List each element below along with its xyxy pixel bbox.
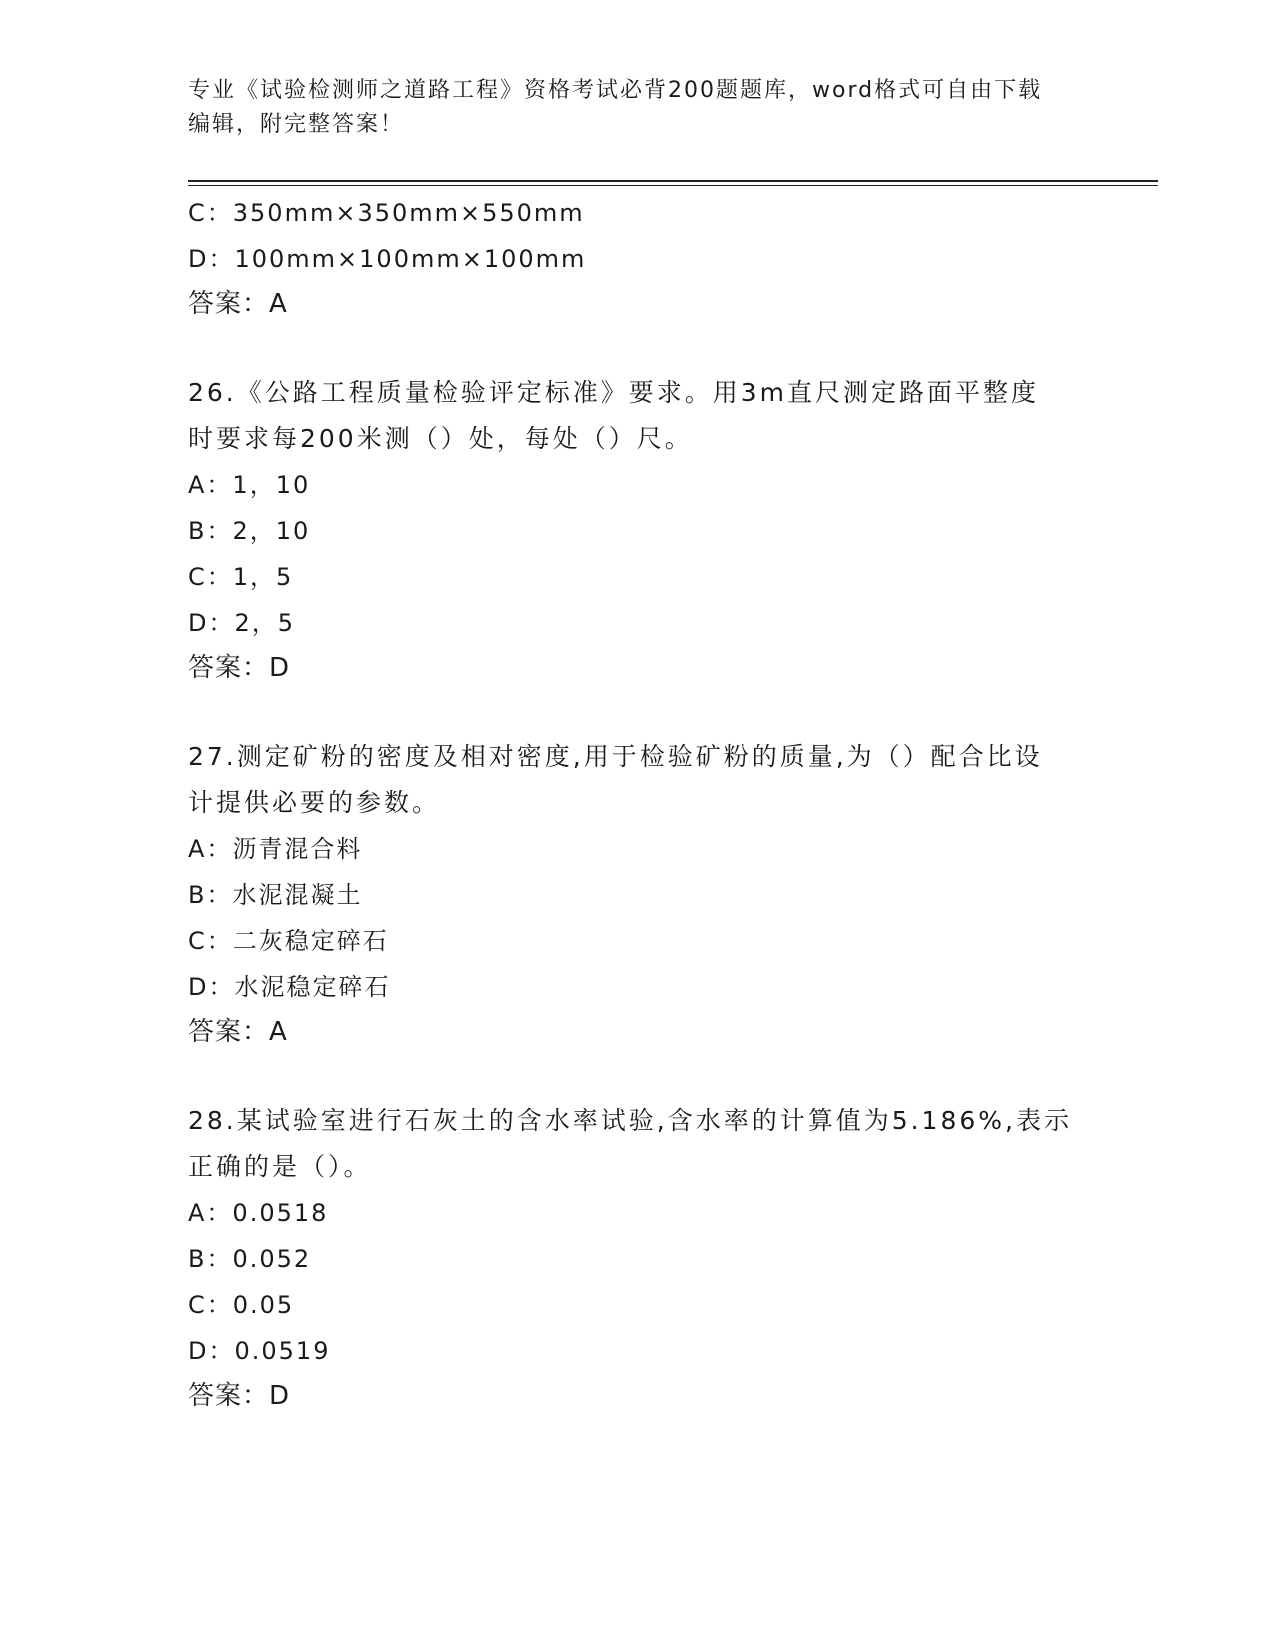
- header-rule-thin: [188, 185, 1158, 186]
- option-c: C：0.05: [188, 1291, 295, 1319]
- option-c: C：二灰稳定碎石: [188, 927, 389, 955]
- option-d: D：0.0519: [188, 1337, 331, 1365]
- option-a: A：沥青混合料: [188, 835, 363, 863]
- option-d: D：100mm×100mm×100mm: [188, 245, 587, 273]
- option-a: A：1，10: [188, 471, 311, 499]
- question-stem: 26.《公路工程质量检验评定标准》要求。用3m直尺测定路面平整度 时要求每200米测（）处，每处（）尺。: [188, 378, 1040, 453]
- question-25-tail: [188, 190, 1088, 327]
- option-d: D：2，5: [188, 609, 296, 637]
- option-c: C：350mm×350mm×550mm: [188, 199, 585, 227]
- question-stem: 28.某试验室进行石灰土的含水率试验,含水率的计算值为5.186%,表示 正确的是（）。: [188, 1106, 1072, 1181]
- option-b: B：2，10: [188, 517, 311, 545]
- option-b: B：0.052: [188, 1245, 312, 1273]
- question-26: [188, 370, 1088, 691]
- header-line-1: 专业《试验检测师之道路工程》资格考试必背200题题库，word格式可自由下载: [188, 78, 1043, 103]
- option-d: D：水泥稳定碎石: [188, 973, 391, 1001]
- answer: 答案：D: [188, 1381, 291, 1411]
- question-27: [188, 734, 1088, 1055]
- header-rule-thick: [188, 180, 1158, 182]
- option-c: C：1，5: [188, 563, 294, 591]
- document-header: [188, 74, 1088, 142]
- answer: 答案：D: [188, 653, 291, 683]
- question-stem: 27.测定矿粉的密度及相对密度,用于检验矿粉的质量,为（）配合比设 计提供必要的参数。: [188, 742, 1043, 817]
- question-list: [188, 190, 1088, 1419]
- answer: 答案：A: [188, 1017, 288, 1047]
- answer: 答案：A: [188, 289, 288, 319]
- header-line-2: 编辑，附完整答案！: [188, 112, 405, 137]
- question-28: [188, 1098, 1088, 1419]
- option-b: B：水泥混凝土: [188, 881, 363, 909]
- option-a: A：0.0518: [188, 1199, 329, 1227]
